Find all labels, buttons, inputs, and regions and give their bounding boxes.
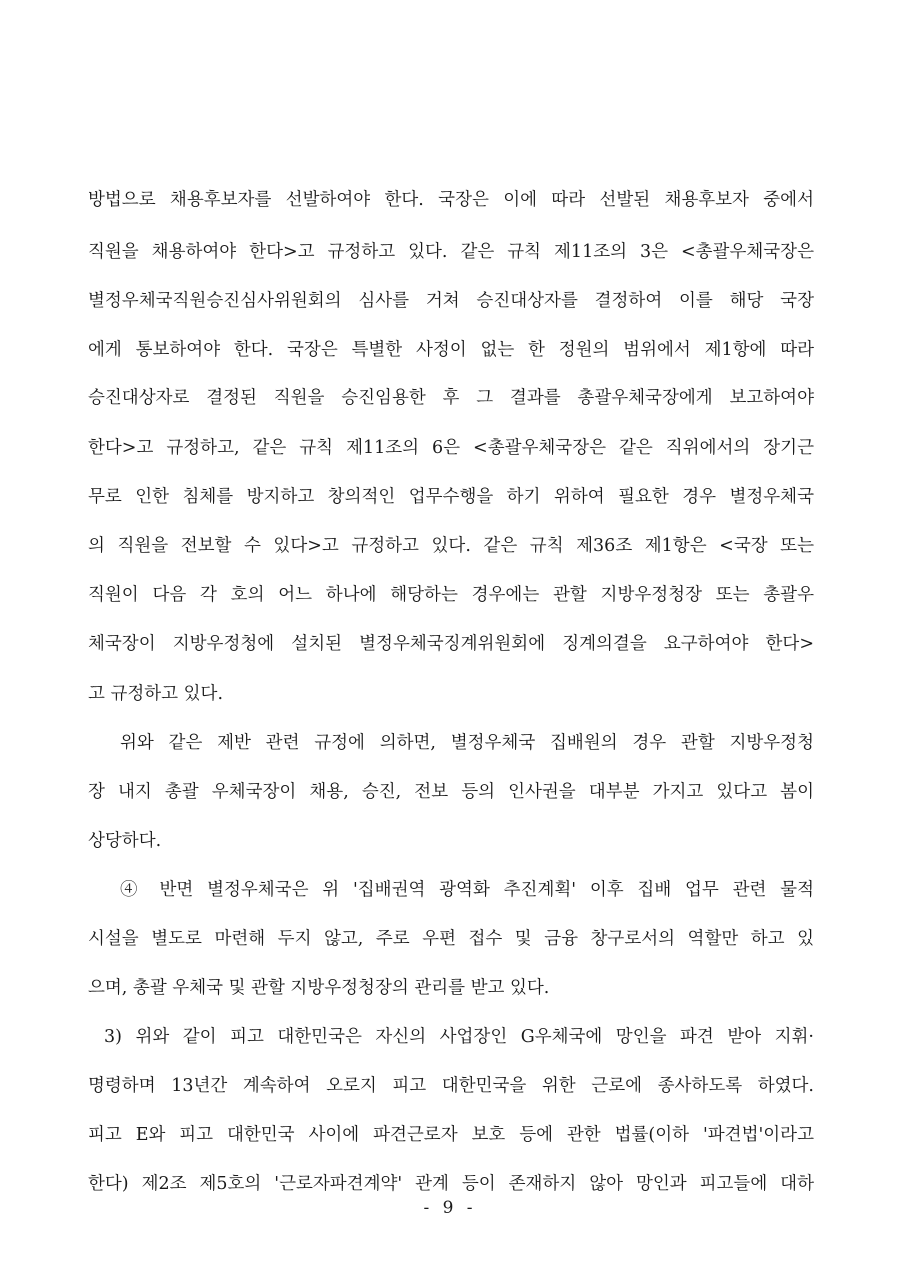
text-line: 무로 인한 침체를 방지하고 창의적인 업무수행을 하기 위하여 필요한 경우 별정우체국 [88, 487, 814, 507]
paragraph-first-line: 3) 위와 같이 피고 대한민국은 자신의 사업장인 G우체국에 망인을 파견 받아 지휘· [104, 1027, 814, 1047]
text-line: 직원이 다음 각 호의 어느 하나에 해당하는 경우에는 관할 지방우정청장 또는 총괄우 [88, 585, 814, 605]
text-line: 한다>고 규정하고, 같은 규칙 제11조의 6은 <총괄우체국장은 같은 직위에서의 장기근 [88, 438, 814, 458]
text-line: 명령하며 13년간 계속하여 오로지 피고 대한민국을 위한 근로에 종사하도록 하였다. [88, 1076, 814, 1096]
text-line: 체국장이 지방우정청에 설치된 별정우체국징계위원회에 징계의결을 요구하여야 한다> [88, 634, 814, 654]
text-line: 승진대상자로 결정된 직원을 승진임용한 후 그 결과를 총괄우체국장에게 보고하여야 [88, 388, 814, 408]
text-line: 으며, 총괄 우체국 및 관할 지방우정청장의 관리를 받고 있다. [88, 978, 550, 998]
text-line: 별정우체국직원승진심사위원회의 심사를 거쳐 승진대상자를 결정하여 이를 해당 국장 [88, 291, 814, 311]
text-line: 고 규정하고 있다. [88, 684, 224, 704]
text-line: 장 내지 총괄 우체국장이 채용, 승진, 전보 등의 인사권을 대부분 가지고 있다고 봄이 [88, 782, 814, 802]
paragraph-first-line: 위와 같은 제반 관련 규정에 의하면, 별정우체국 집배원의 경우 관할 지방우정청 [120, 733, 814, 753]
text-line: 시설을 별도로 마련해 두지 않고, 주로 우편 접수 및 금융 창구로서의 역할만 하고 있 [88, 929, 814, 949]
text-line: 상당하다. [88, 831, 162, 851]
text-line: 방법으로 채용후보자를 선발하여야 한다. 국장은 이에 따라 선발된 채용후보자 중에서 [88, 190, 814, 210]
text-line: 직원을 채용하여야 한다>고 규정하고 있다. 같은 규칙 제11조의 3은 <총괄우체국장은 [88, 242, 814, 262]
text-line: 피고 E와 피고 대한민국 사이에 파견근로자 보호 등에 관한 법률(이하 '파견법'이라고 [88, 1125, 814, 1145]
text-line: 에게 통보하여야 한다. 국장은 특별한 사정이 없는 한 정원의 범위에서 제1항에 따라 [88, 340, 814, 360]
paragraph-first-line: ④ 반면 별정우체국은 위 '집배권역 광역화 추진계획' 이후 집배 업무 관련 물적 [120, 880, 814, 900]
text-line: 의 직원을 전보할 수 있다>고 규정하고 있다. 같은 규칙 제36조 제1항은 <국장 또는 [88, 536, 814, 556]
text-line: 한다) 제2조 제5호의 '근로자파견계약' 관계 등이 존재하지 않아 망인과 피고들에 대하 [88, 1174, 814, 1194]
page-number: - 9 - [423, 1198, 477, 1218]
